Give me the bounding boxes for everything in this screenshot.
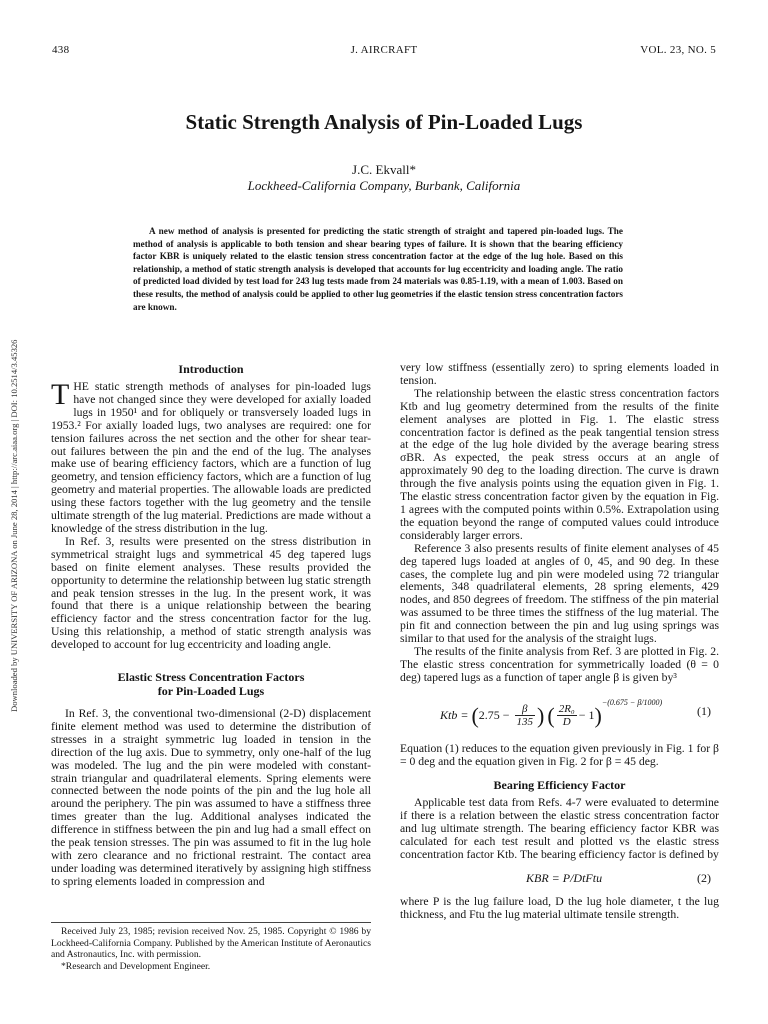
intro-paragraph-1: THE static strength methods of analyses for pin-loaded lugs have not changed since they were developed for axially loaded lugs in 1950¹ and for obliquely or transversely loaded lugs in 1953.² For axially loaded lugs, two analyses are required: one for tension failures across the net section and the other for shear tear-out failures between the pin and the end of the lug. The analyses make use of bearing efficiency factors, which are a function of lug geometry, and tension efficiency factors, which are a function of lug geometry and material properties. The allowable loads are predicted using these factors together with the lug geometry and the tensile ultimate strength of the lug material. Predictions are made without a knowledge of the stress distribution in the lug. — [51, 378, 371, 535]
abstract: A new method of analysis is presented for predicting the static strength of straight and tapered pin-loaded lugs. The method of analysis is applicable to both tension and shear bearing types of failure. It is shown that the bearing efficiency factor KBR is uniquely related to the elastic tension stress concentration factor at the edge of the lug hole. Based on this relationship, a method of static strength analysis is developed that accounts for lug eccentricity and loading angle. The ratio of predicted load divided by test load for 243 lug tests made from 24 materials was 0.85-1.19, with a mean of 1.003. Based on these results, the method of analysis could be applied to other lug geometries if the elastic tension stress concentration factors are known. — [133, 226, 623, 312]
paragraph-finite-results: The results of the finite analysis from Ref. 3 are plotted in Fig. 2. The elastic stress concentration for symmetrically loaded (θ = 0 deg) tapered lugs as a function of taper angle β is given by³ — [400, 644, 719, 684]
affiliation: Lockheed-California Company, Burbank, California — [247, 178, 521, 193]
footnote — [51, 922, 371, 972]
paragraph-equation-note: Equation (1) reduces to the equation given previously in Fig. 1 for β = 0 deg and the equation given in Fig. 2 for β = 45 deg. — [400, 741, 719, 768]
author: J.C. Ekvall* — [352, 162, 416, 177]
footnote-author-note: *Research and Development Engineer. — [61, 960, 211, 972]
footnote-received: Received July 23, 1985; revision received Nov. 25, 1985. Copyright © 1986 by Lockheed-California Company. Published by the American Institute of Aeronautics and Astronautics, Inc. with permission. — [51, 926, 371, 960]
intro-paragraph-2: In Ref. 3, results were presented on the stress distribution in symmetrical straight lugs and symmetrical 45 deg tapered lugs based on finite element analyses. These results provided the opportunity to determine the relationship between lug static strength and peak tension stresses in the lug. In the present work, it was found that there is a unique relationship between the bearing efficiency factor and the stress concentration factor for the lug. Using this relationship, a method of static strength analysis was developed to account for lug eccentricity and loading angle. — [51, 534, 371, 652]
equation-2: KBR = P/DtFtu (2) — [526, 871, 711, 885]
paragraph-bearing-efficiency: Applicable test data from Refs. 4-7 were evaluated to determine if there is a relation between the elastic stress concentration factor and lug ultimate strength. The bearing efficiency factor KBR was calculated for each test result and plotted vs the elastic stress concentration factor Ktb. The bearing efficiency factor is defined by — [400, 796, 719, 862]
drop-cap: T — [51, 378, 70, 411]
continued-paragraph: very low stiffness (essentially zero) to spring elements loaded in tension. — [400, 361, 719, 387]
paragraph-variable-definitions: where P is the lug failure load, D the lug hole diameter, t the lug thickness, and Ftu the lug material ultimate tensile strength. — [400, 895, 719, 921]
section-heading-esc: Elastic Stress Concentration Factors for Pin-Loaded Lugs — [117, 670, 305, 699]
right-column — [400, 362, 719, 922]
paragraph-tapered-lugs: Reference 3 also presents results of finite element analyses of 45 deg tapered lugs loaded at angles of 0, 45, and 90 deg. In these cases, the complete lug and pin were modeled using 72 triangular elements, 348 quadrilateral elements, 28 spring elements, 429 nodes, and 850 degrees of freedom. The stiffness of the pin material was assumed to be three times the stiffness of the lug material. The pin fit and connection between the pin and lug using springs was similar to that used for the analysis of the straight lugs. — [400, 541, 719, 646]
paragraph-stress-factors: The relationship between the elastic stress concentration factors Ktb and lug geometry determined from the results of the finite element analyses are plotted in Fig. 1. The elastic stress concentration factor is defined as the peak tangential tension stress at the edge of the lug hole divided by the average bearing stress σBR. As expected, the peak stress occurs at an angle of approximately 90 deg to the loading direction. The curve is drawn through the five analysis points using the equation given in Fig. 1. The elastic stress concentration factor given by the equation in Fig. 1 agrees with the computed points within 0.5%. Extrapolation using the equation beyond the range of computed values could introduce considerably larger errors. — [400, 386, 719, 542]
left-column — [51, 362, 371, 889]
journal-name: J. AIRCRAFT — [350, 44, 418, 56]
section-heading-bef: Bearing Efficiency Factor — [493, 778, 626, 793]
introduction-heading: Introduction — [178, 362, 244, 376]
equation-1: Ktb = (2.75 − $\frac{\beta}{135}$ ) ( $\frac{\text{2R₀}}{D}$ − 1)$^{-(0.675 - \beta/1000)}$ (1) — [440, 697, 711, 729]
page-number: 438 — [52, 44, 70, 56]
volume-number: VOL. 23, NO. 5 — [640, 44, 716, 56]
esc-paragraph-1: In Ref. 3, the conventional two-dimensional (2-D) displacement finite element method was used to determine the distribution of stresses in a straight symmetric lug loaded in tension in the direction of the lug axis. Due to symmetry, only one-half of the lug was modeled. The lug and the pin were modeled with constant-strain triangular and quadrilateral elements. Spring elements were connected between the node points of the pin and the lug hole all around the periphery. The pin was assumed to have a stiffness three times greater than the lug. Additional analyses indicated the difference in stiffness between the pin and lug had a small effect on the peak tension stresses. The pin was assumed to fit in the lug hole with zero clearance and no frictional restraint. The contact area under loading was determined iteratively by assigning high stiffness to spring elements loaded in compression and — [51, 707, 371, 888]
paper-title: Static Strength Analysis of Pin-Loaded Lugs — [185, 110, 583, 134]
